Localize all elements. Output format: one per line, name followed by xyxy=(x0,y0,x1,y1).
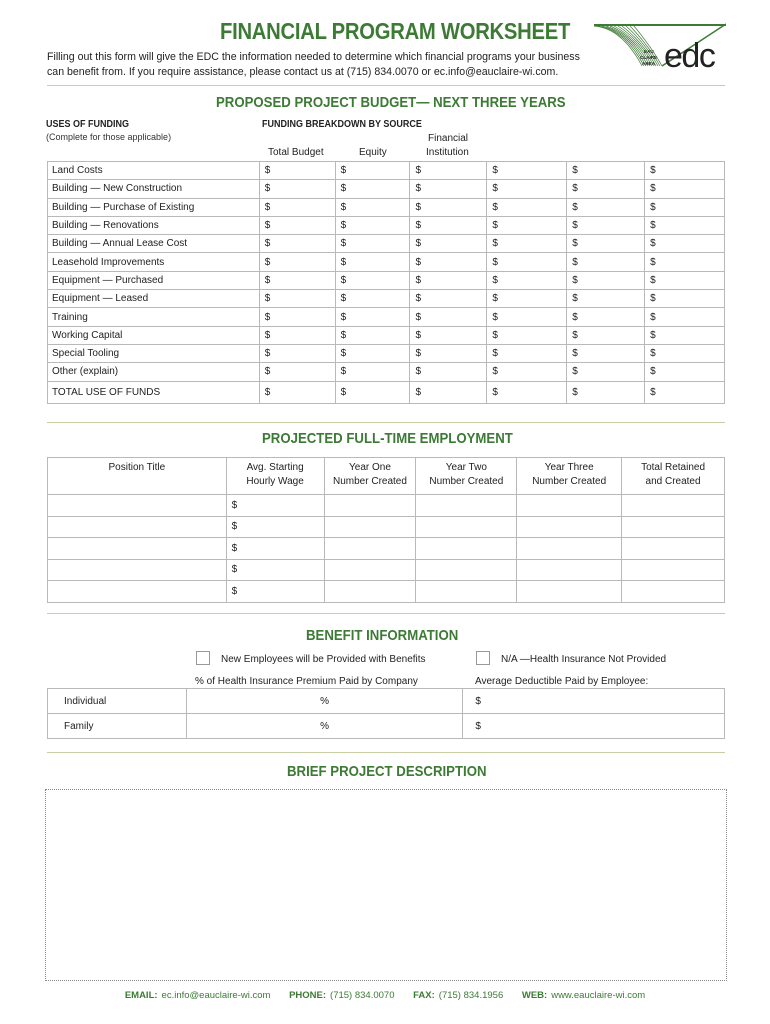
uses-of-funding-note: (Complete for those applicable) xyxy=(46,132,172,142)
footer-web-label: WEB: xyxy=(521,990,548,1001)
budget-amount-field[interactable]: $ xyxy=(567,198,645,216)
budget-amount-field[interactable]: $ xyxy=(645,162,725,180)
budget-amount-field[interactable]: $ xyxy=(487,253,567,271)
budget-amount-field[interactable]: $ xyxy=(645,381,725,403)
footer xyxy=(0,990,770,1001)
hourly-wage-field[interactable]: $ xyxy=(226,581,324,603)
col-financial-institution-2: Institution xyxy=(426,147,469,158)
employment-field[interactable] xyxy=(324,538,416,560)
budget-amount-field[interactable]: $ xyxy=(259,253,335,271)
employment-field[interactable] xyxy=(48,581,227,603)
budget-amount-field[interactable]: $ xyxy=(259,344,335,362)
budget-amount-field[interactable]: $ xyxy=(259,198,335,216)
budget-amount-field[interactable]: $ xyxy=(567,253,645,271)
budget-amount-field[interactable]: $ xyxy=(567,216,645,234)
budget-row xyxy=(48,326,725,344)
deductible-field[interactable]: $ xyxy=(463,689,725,714)
budget-amount-field[interactable]: $ xyxy=(567,290,645,308)
benefit-section-title: BENEFIT INFORMATION xyxy=(306,627,459,644)
budget-row xyxy=(48,216,725,234)
project-description-textarea[interactable] xyxy=(45,789,727,981)
budget-section-title: PROPOSED PROJECT BUDGET— NEXT THREE YEARS xyxy=(216,94,566,111)
footer-email[interactable]: ec.info@eauclaire-wi.com xyxy=(161,990,271,1001)
employment-field[interactable] xyxy=(622,559,725,581)
budget-table xyxy=(47,161,725,404)
employment-field[interactable] xyxy=(324,559,416,581)
budget-amount-field[interactable]: $ xyxy=(567,381,645,403)
budget-row-label: Equipment — Leased xyxy=(48,290,260,308)
employment-column-header: Position Title xyxy=(48,458,227,495)
budget-amount-field[interactable]: $ xyxy=(335,381,410,403)
budget-amount-field[interactable]: $ xyxy=(487,308,567,326)
employment-field[interactable] xyxy=(622,495,725,517)
benefit-row-family xyxy=(48,714,725,739)
employment-field[interactable] xyxy=(324,581,416,603)
employment-field[interactable] xyxy=(622,516,725,538)
no-health-insurance-label: N/A —Health Insurance Not Provided xyxy=(501,654,667,665)
benefits-provided-checkbox[interactable] xyxy=(196,651,210,665)
budget-amount-field[interactable]: $ xyxy=(487,381,567,403)
col-equity: Equity xyxy=(359,147,387,158)
edc-logo xyxy=(592,22,726,72)
budget-amount-field[interactable]: $ xyxy=(410,344,487,362)
budget-amount-field[interactable]: $ xyxy=(259,216,335,234)
col-financial-institution-1: Financial xyxy=(428,133,469,144)
budget-amount-field[interactable]: $ xyxy=(567,363,645,381)
budget-amount-field[interactable]: $ xyxy=(410,308,487,326)
budget-amount-field[interactable]: $ xyxy=(567,180,645,198)
svg-text:AREA: AREA xyxy=(642,61,656,66)
budget-amount-field[interactable]: $ xyxy=(410,180,487,198)
budget-row xyxy=(48,381,725,403)
employment-row xyxy=(48,516,725,538)
budget-amount-field[interactable]: $ xyxy=(259,326,335,344)
budget-amount-field[interactable]: $ xyxy=(567,326,645,344)
hourly-wage-field[interactable]: $ xyxy=(226,559,324,581)
budget-amount-field[interactable]: $ xyxy=(645,180,725,198)
employment-field[interactable] xyxy=(517,516,622,538)
budget-amount-field[interactable]: $ xyxy=(487,216,567,234)
deductible-field[interactable]: $ xyxy=(463,714,725,739)
budget-row xyxy=(48,308,725,326)
budget-row-label: Building — Annual Lease Cost xyxy=(48,235,260,253)
budget-amount-field[interactable]: $ xyxy=(410,253,487,271)
budget-amount-field[interactable]: $ xyxy=(645,344,725,362)
budget-amount-field[interactable]: $ xyxy=(410,381,487,403)
budget-amount-field[interactable]: $ xyxy=(335,180,410,198)
premium-label: % of Health Insurance Premium Paid by Company xyxy=(195,676,418,687)
employment-row xyxy=(48,495,725,517)
funding-breakdown-heading: FUNDING BREAKDOWN BY SOURCE xyxy=(262,119,422,130)
budget-amount-field[interactable]: $ xyxy=(645,271,725,289)
budget-amount-field[interactable]: $ xyxy=(259,235,335,253)
budget-row-label: Building — Renovations xyxy=(48,216,260,234)
budget-amount-field[interactable]: $ xyxy=(410,162,487,180)
employment-field[interactable] xyxy=(416,516,517,538)
page-title: FINANCIAL PROGRAM WORKSHEET xyxy=(220,18,571,44)
deductible-label: Average Deductible Paid by Employee: xyxy=(475,676,649,687)
employment-column-header: Avg. Starting Hourly Wage xyxy=(226,458,324,495)
budget-amount-field[interactable]: $ xyxy=(487,198,567,216)
budget-amount-field[interactable]: $ xyxy=(335,290,410,308)
hourly-wage-field[interactable]: $ xyxy=(226,538,324,560)
employment-section-title: PROJECTED FULL-TIME EMPLOYMENT xyxy=(262,430,513,447)
budget-amount-field[interactable]: $ xyxy=(487,162,567,180)
footer-fax-label: FAX: xyxy=(413,990,435,1001)
budget-amount-field[interactable]: $ xyxy=(645,216,725,234)
employment-row xyxy=(48,559,725,581)
benefit-row-individual xyxy=(48,689,725,714)
divider xyxy=(47,613,725,614)
budget-amount-field[interactable]: $ xyxy=(335,253,410,271)
employment-field[interactable] xyxy=(48,495,227,517)
budget-amount-field[interactable]: $ xyxy=(335,162,410,180)
employment-field[interactable] xyxy=(517,495,622,517)
employment-field[interactable] xyxy=(48,516,227,538)
benefit-table xyxy=(47,688,725,739)
employment-column-header: Year One Number Created xyxy=(324,458,416,495)
budget-row-label: Working Capital xyxy=(48,326,260,344)
budget-amount-field[interactable]: $ xyxy=(567,308,645,326)
budget-amount-field[interactable]: $ xyxy=(259,363,335,381)
budget-row xyxy=(48,363,725,381)
employment-field[interactable] xyxy=(517,538,622,560)
budget-amount-field[interactable]: $ xyxy=(645,235,725,253)
budget-row xyxy=(48,253,725,271)
budget-amount-field[interactable]: $ xyxy=(567,162,645,180)
budget-row-label: Leasehold Improvements xyxy=(48,253,260,271)
budget-row-label: Equipment — Purchased xyxy=(48,271,260,289)
divider xyxy=(47,422,725,423)
budget-row xyxy=(48,198,725,216)
employment-field[interactable] xyxy=(416,559,517,581)
budget-amount-field[interactable]: $ xyxy=(487,363,567,381)
employment-row xyxy=(48,581,725,603)
employment-field[interactable] xyxy=(517,559,622,581)
budget-amount-field[interactable]: $ xyxy=(335,308,410,326)
uses-of-funding-heading: USES OF FUNDING xyxy=(46,119,130,130)
budget-row xyxy=(48,271,725,289)
budget-amount-field[interactable]: $ xyxy=(487,235,567,253)
budget-amount-field[interactable]: $ xyxy=(259,381,335,403)
employment-field[interactable] xyxy=(324,495,416,517)
employment-field[interactable] xyxy=(48,559,227,581)
budget-amount-field[interactable]: $ xyxy=(259,290,335,308)
employment-field[interactable] xyxy=(48,538,227,560)
budget-amount-field[interactable]: $ xyxy=(645,198,725,216)
budget-amount-field[interactable]: $ xyxy=(487,344,567,362)
no-health-insurance-checkbox[interactable] xyxy=(476,651,490,665)
budget-amount-field[interactable]: $ xyxy=(259,162,335,180)
hourly-wage-field[interactable]: $ xyxy=(226,495,324,517)
budget-amount-field[interactable]: $ xyxy=(410,326,487,344)
divider xyxy=(47,85,725,86)
budget-amount-field[interactable]: $ xyxy=(410,235,487,253)
employment-column-header: Year Two Number Created xyxy=(416,458,517,495)
svg-text:EAU: EAU xyxy=(644,49,654,54)
employment-field[interactable] xyxy=(324,516,416,538)
budget-amount-field[interactable]: $ xyxy=(487,180,567,198)
budget-amount-field[interactable]: $ xyxy=(567,344,645,362)
benefit-row-label: Family xyxy=(48,714,187,739)
budget-amount-field[interactable]: $ xyxy=(335,271,410,289)
budget-row xyxy=(48,344,725,362)
budget-amount-field[interactable]: $ xyxy=(335,216,410,234)
employment-field[interactable] xyxy=(622,538,725,560)
footer-fax: (715) 834.1956 xyxy=(438,990,504,1001)
budget-row xyxy=(48,180,725,198)
footer-email-label: EMAIL: xyxy=(124,990,158,1001)
budget-amount-field[interactable]: $ xyxy=(645,290,725,308)
budget-amount-field[interactable]: $ xyxy=(335,198,410,216)
budget-amount-field[interactable]: $ xyxy=(259,271,335,289)
budget-row-label: Training xyxy=(48,308,260,326)
footer-web[interactable]: www.eauclaire-wi.com xyxy=(551,990,646,1001)
budget-row-label: Other (explain) xyxy=(48,363,260,381)
budget-amount-field[interactable]: $ xyxy=(645,253,725,271)
employment-field[interactable] xyxy=(416,581,517,603)
budget-amount-field[interactable]: $ xyxy=(335,363,410,381)
employment-column-header: Year Three Number Created xyxy=(517,458,622,495)
budget-row-label: Building — Purchase of Existing xyxy=(48,198,260,216)
budget-amount-field[interactable]: $ xyxy=(259,308,335,326)
description-section-title: BRIEF PROJECT DESCRIPTION xyxy=(287,763,487,780)
employment-row xyxy=(48,538,725,560)
premium-percent-field[interactable]: % xyxy=(186,714,463,739)
employment-column-header: Total Retained and Created xyxy=(622,458,725,495)
budget-row xyxy=(48,290,725,308)
col-total-budget: Total Budget xyxy=(268,147,324,158)
intro-line-1: Filling out this form will give the EDC the information needed to determine which financial programs your business xyxy=(47,51,580,63)
intro-text xyxy=(47,50,607,80)
budget-row xyxy=(48,235,725,253)
budget-amount-field[interactable]: $ xyxy=(410,216,487,234)
budget-amount-field[interactable]: $ xyxy=(487,271,567,289)
budget-amount-field[interactable]: $ xyxy=(567,235,645,253)
budget-amount-field[interactable]: $ xyxy=(645,363,725,381)
budget-amount-field[interactable]: $ xyxy=(487,290,567,308)
employment-field[interactable] xyxy=(416,495,517,517)
footer-phone: (715) 834.0070 xyxy=(330,990,395,1001)
divider xyxy=(47,752,725,753)
budget-amount-field[interactable]: $ xyxy=(645,308,725,326)
budget-row-label: TOTAL USE OF FUNDS xyxy=(48,381,260,403)
intro-line-2: can benefit from. If you require assistance, please contact us at (715) 834.0070 or ec.info@eauclaire-wi.com. xyxy=(47,66,559,78)
footer-phone-label: PHONE: xyxy=(289,990,327,1001)
employment-table xyxy=(47,457,725,603)
benefits-provided-label: New Employees will be Provided with Benefits xyxy=(221,654,426,665)
budget-row-label: Special Tooling xyxy=(48,344,260,362)
budget-amount-field[interactable]: $ xyxy=(645,326,725,344)
employment-field[interactable] xyxy=(622,581,725,603)
budget-amount-field[interactable]: $ xyxy=(335,344,410,362)
budget-row xyxy=(48,162,725,180)
employment-field[interactable] xyxy=(416,538,517,560)
budget-amount-field[interactable]: $ xyxy=(335,235,410,253)
benefit-row-label: Individual xyxy=(48,689,187,714)
employment-field[interactable] xyxy=(517,581,622,603)
hourly-wage-field[interactable]: $ xyxy=(226,516,324,538)
employment-header-row xyxy=(48,458,725,495)
premium-percent-field[interactable]: % xyxy=(186,689,463,714)
svg-text:edc: edc xyxy=(664,37,715,72)
budget-amount-field[interactable]: $ xyxy=(567,271,645,289)
svg-text:CLAIRE: CLAIRE xyxy=(640,55,658,60)
budget-amount-field[interactable]: $ xyxy=(410,271,487,289)
budget-amount-field[interactable]: $ xyxy=(259,180,335,198)
budget-row-label: Land Costs xyxy=(48,162,260,180)
budget-amount-field[interactable]: $ xyxy=(410,198,487,216)
budget-amount-field[interactable]: $ xyxy=(487,326,567,344)
budget-amount-field[interactable]: $ xyxy=(335,326,410,344)
budget-row-label: Building — New Construction xyxy=(48,180,260,198)
budget-amount-field[interactable]: $ xyxy=(410,363,487,381)
budget-amount-field[interactable]: $ xyxy=(410,290,487,308)
